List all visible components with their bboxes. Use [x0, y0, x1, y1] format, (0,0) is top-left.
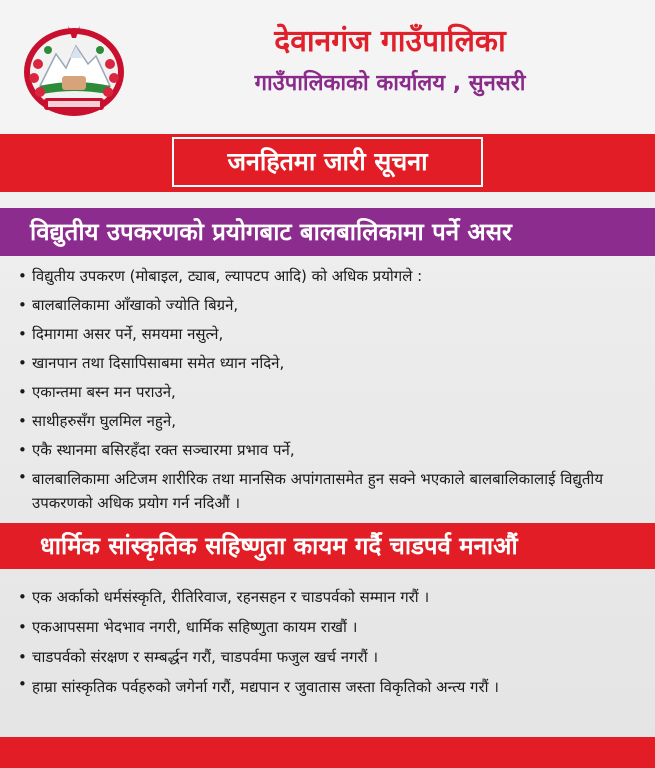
nepal-government-emblem-icon	[18, 20, 130, 118]
list-item: • हाम्रा सांस्कृतिक पर्वहरुको जगेर्ना गरौं, मद्यपान र जुवातास जस्ता विकृतिको अन्त्य गरौं ।	[18, 672, 638, 700]
list-item: • एकै स्थानमा बसिरहँदा रक्त सञ्चारमा प्रभाव पर्ने,	[18, 436, 638, 465]
notice-band	[0, 134, 655, 192]
list-item: • बालबालिकामा अटिजम शारीरिक तथा मानसिक अपांगतासमेत हुन सक्ने भएकाले बालबालिकालाई विद्युतीय उपकरणको अधिक प्रयोग गर्न नदिऔं ।	[18, 465, 638, 515]
office-subtitle: गाउँपालिकाको कार्यालय , सुनसरी	[254, 71, 526, 96]
header	[0, 0, 655, 132]
list-item: • एकआपसमा भेदभाव नगरी, धार्मिक सहिष्णुता कायम राखौं ।	[18, 612, 638, 642]
list-item: • खानपान तथा दिसापिसाबमा समेत ध्यान नदिने,	[18, 349, 638, 378]
list-item: • विद्युतीय उपकरण (मोबाइल, ट्याब, ल्यापटप आदि) को अधिक प्रयोगले :	[18, 262, 638, 291]
festival-tolerance-list	[18, 582, 638, 700]
list-item: • बालबालिकामा आँखाको ज्योति बिग्रने,	[18, 291, 638, 320]
list-item: • एक अर्काको धर्मसंस्कृति, रीतिरिवाज, रहनसहन र चाडपर्वको सम्मान गरौं ।	[18, 582, 638, 612]
list-item: • चाडपर्वको संरक्षण र सम्बर्द्धन गरौं, चाडपर्वमा फजुल खर्च नगरौं ।	[18, 642, 638, 672]
electronics-effects-list	[18, 262, 638, 515]
section-heading-festivals: धार्मिक सांस्कृतिक सहिष्णुता कायम गर्दै चाडपर्व मनाऔं	[0, 523, 655, 569]
municipality-title: देवानगंज गाउँपालिका	[274, 24, 506, 59]
list-item: • साथीहरुसँग घुलमिल नहुने,	[18, 407, 638, 436]
list-item: • दिमागमा असर पर्ने, समयमा नसुत्ने,	[18, 320, 638, 349]
notice-title: जनहितमा जारी सूचना	[172, 137, 483, 187]
section-heading-electronics: विद्युतीय उपकरणको प्रयोगबाट बालबालिकामा पर्ने असर	[0, 208, 655, 256]
footer-band	[0, 737, 655, 768]
list-item: • एकान्तमा बस्न मन पराउने,	[18, 378, 638, 407]
